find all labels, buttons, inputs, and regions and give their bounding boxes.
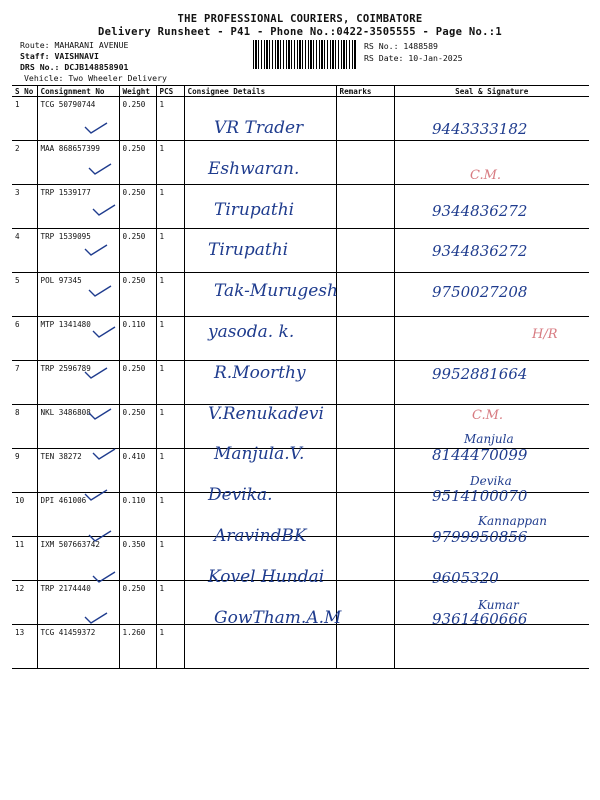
handwritten-consignee: Manjula.V. (214, 444, 305, 465)
cell-sno: 13 (12, 625, 37, 669)
handwritten-phone: 9799950856 (432, 528, 528, 546)
cell-consignment-no: TCG 41459372 (37, 625, 119, 669)
checkmark-icon (88, 406, 112, 419)
cell-pcs: 1 (156, 361, 184, 405)
cell-weight: 0.110 (119, 317, 156, 361)
rs-date: RS Date: 10-Jan-2025 (364, 53, 463, 63)
cell-weight: 0.350 (119, 537, 156, 581)
cell-weight: 0.250 (119, 185, 156, 229)
cell-sno: 3 (12, 185, 37, 229)
cell-sno: 1 (12, 97, 37, 141)
cell-sno: 5 (12, 273, 37, 317)
handwritten-consignee: R.Moorthy (214, 362, 306, 383)
handwritten-consignee: AravindBK (214, 526, 307, 546)
checkmark-icon (84, 365, 108, 378)
checkmark-icon (88, 161, 112, 174)
cell-consignment-no: TEN 38272 (37, 449, 119, 493)
remarks-cell (336, 317, 394, 361)
handwritten-consignee: V.Renukadevi (208, 403, 324, 424)
handwritten-phone: 9750027208 (432, 283, 528, 302)
sig-row10: Devika (470, 474, 512, 488)
sig-row13: Kumar (478, 598, 519, 612)
drs-number: DRS No.: DCJB148858901 (20, 62, 129, 72)
cell-consignment-no: DPI 461006 (37, 493, 119, 537)
cell-pcs: 1 (156, 141, 184, 185)
col-pcs-header: PCS (156, 86, 184, 97)
checkmark-icon (88, 528, 112, 541)
mark-row8: C.M. (472, 408, 504, 423)
mark-row6: H/R (532, 327, 558, 342)
handwritten-consignee: Tirupathi (214, 199, 295, 220)
cell-sno: 2 (12, 141, 37, 185)
cell-weight: 0.250 (119, 405, 156, 449)
route-info: Route: MAHARANI AVENUE (20, 40, 129, 50)
cell-weight: 0.250 (119, 97, 156, 141)
cell-consignment-no: NKL 3486808 (37, 405, 119, 449)
remarks-cell (336, 361, 394, 405)
col-weight-header: Weight (119, 86, 156, 97)
cell-weight: 0.250 (119, 273, 156, 317)
cell-pcs: 1 (156, 449, 184, 493)
remarks-cell (336, 229, 394, 273)
col-consignment-header: Consignment No (37, 86, 119, 97)
handwritten-consignee: VR Trader (214, 118, 304, 138)
checkmark-icon (92, 569, 116, 582)
checkmark-icon (92, 324, 116, 337)
remarks-cell (336, 273, 394, 317)
cell-consignment-no: MAA 868657399 (37, 141, 119, 185)
handwritten-phone: 9361460666 (432, 609, 528, 628)
remarks-cell (336, 537, 394, 581)
cell-weight: 0.250 (119, 581, 156, 625)
sig-row11: Kannappan (478, 514, 547, 528)
checkmark-icon (92, 202, 116, 215)
cell-pcs: 1 (156, 273, 184, 317)
remarks-cell (336, 405, 394, 449)
cell-consignment-no: MTP 1341480 (37, 317, 119, 361)
col-signature-header: Seal & Signature (394, 86, 589, 97)
cell-sno: 6 (12, 317, 37, 361)
table-header (12, 86, 589, 97)
remarks-cell (336, 625, 394, 669)
handwritten-consignee: Tirupathi (208, 240, 289, 261)
remarks-cell (336, 97, 394, 141)
checkmark-icon (84, 487, 108, 500)
cell-pcs: 1 (156, 581, 184, 625)
checkmark-icon (92, 446, 116, 459)
handwritten-phone: 9443333182 (432, 120, 528, 138)
handwritten-phone: 9952881664 (432, 364, 528, 383)
handwritten-phone: 9344836272 (432, 242, 528, 261)
remarks-cell (336, 449, 394, 493)
checkmark-icon (88, 283, 112, 296)
cell-weight: 0.110 (119, 493, 156, 537)
mark-row2: C.M. (470, 168, 502, 183)
handwritten-consignee: yasoda. k. (208, 322, 295, 342)
rs-number: RS No.: 1488589 (364, 41, 438, 51)
handwritten-phone: 9344836272 (432, 201, 528, 220)
remarks-cell (336, 141, 394, 185)
cell-consignment-no: TCG 50790744 (37, 97, 119, 141)
handwritten-phone: 8144470099 (432, 446, 528, 465)
handwritten-consignee: GowTham.A.M (214, 607, 342, 628)
cell-sno: 10 (12, 493, 37, 537)
cell-sno: 8 (12, 405, 37, 449)
handwritten-phone: 9605320 (432, 568, 499, 587)
cell-weight: 0.250 (119, 141, 156, 185)
remarks-cell (336, 581, 394, 625)
vehicle-info: Vehicle: Two Wheeler Delivery (24, 73, 167, 83)
handwritten-consignee: Eshwaran. (208, 158, 300, 179)
col-consignee-header: Consignee Details (184, 86, 336, 97)
company-title: THE PROFESSIONAL COURIERS, COIMBATORE (177, 13, 423, 25)
cell-pcs: 1 (156, 317, 184, 361)
cell-pcs: 1 (156, 493, 184, 537)
handwritten-phone: 9514100070 (432, 487, 528, 506)
handwritten-consignee: Devika. (208, 485, 273, 506)
signature-cell (394, 625, 589, 669)
col-sno-header: S No (12, 86, 37, 97)
cell-sno: 12 (12, 581, 37, 625)
cell-pcs: 1 (156, 405, 184, 449)
remarks-cell (336, 493, 394, 537)
checkmark-icon (84, 242, 108, 255)
cell-consignment-no: POL 97345 (37, 273, 119, 317)
staff-info: Staff: VAISHNAVI (20, 51, 99, 61)
cell-pcs: 1 (156, 97, 184, 141)
cell-pcs: 1 (156, 625, 184, 669)
remarks-cell (336, 185, 394, 229)
checkmark-icon (84, 120, 108, 133)
cell-weight: 1.260 (119, 625, 156, 669)
cell-pcs: 1 (156, 229, 184, 273)
cell-consignment-no: TRP 1539177 (37, 185, 119, 229)
cell-sno: 4 (12, 229, 37, 273)
signature-cell (394, 317, 589, 361)
cell-weight: 0.250 (119, 229, 156, 273)
col-remarks-header: Remarks (336, 86, 394, 97)
cell-consignment-no: TRP 2174440 (37, 581, 119, 625)
checkmark-icon (84, 610, 108, 623)
cell-weight: 0.410 (119, 449, 156, 493)
handwritten-consignee: Kovel Hundai (208, 566, 325, 587)
barcode (253, 40, 357, 69)
cell-pcs: 1 (156, 185, 184, 229)
cell-sno: 9 (12, 449, 37, 493)
cell-sno: 7 (12, 361, 37, 405)
table-row (12, 625, 589, 669)
runsheet-title: Delivery Runsheet - P41 - Phone No.:0422-3505555 - Page No.:1 (98, 26, 502, 38)
cell-consignment-no: IXM 507663742 (37, 537, 119, 581)
sig-row9: Manjula (464, 432, 514, 446)
cell-sno: 11 (12, 537, 37, 581)
handwritten-consignee: Tak-Murugesh (214, 281, 338, 302)
cell-consignment-no: TRP 1539095 (37, 229, 119, 273)
consignee-cell (184, 625, 336, 669)
cell-weight: 0.250 (119, 361, 156, 405)
cell-consignment-no: TRP 2596789 (37, 361, 119, 405)
cell-pcs: 1 (156, 537, 184, 581)
